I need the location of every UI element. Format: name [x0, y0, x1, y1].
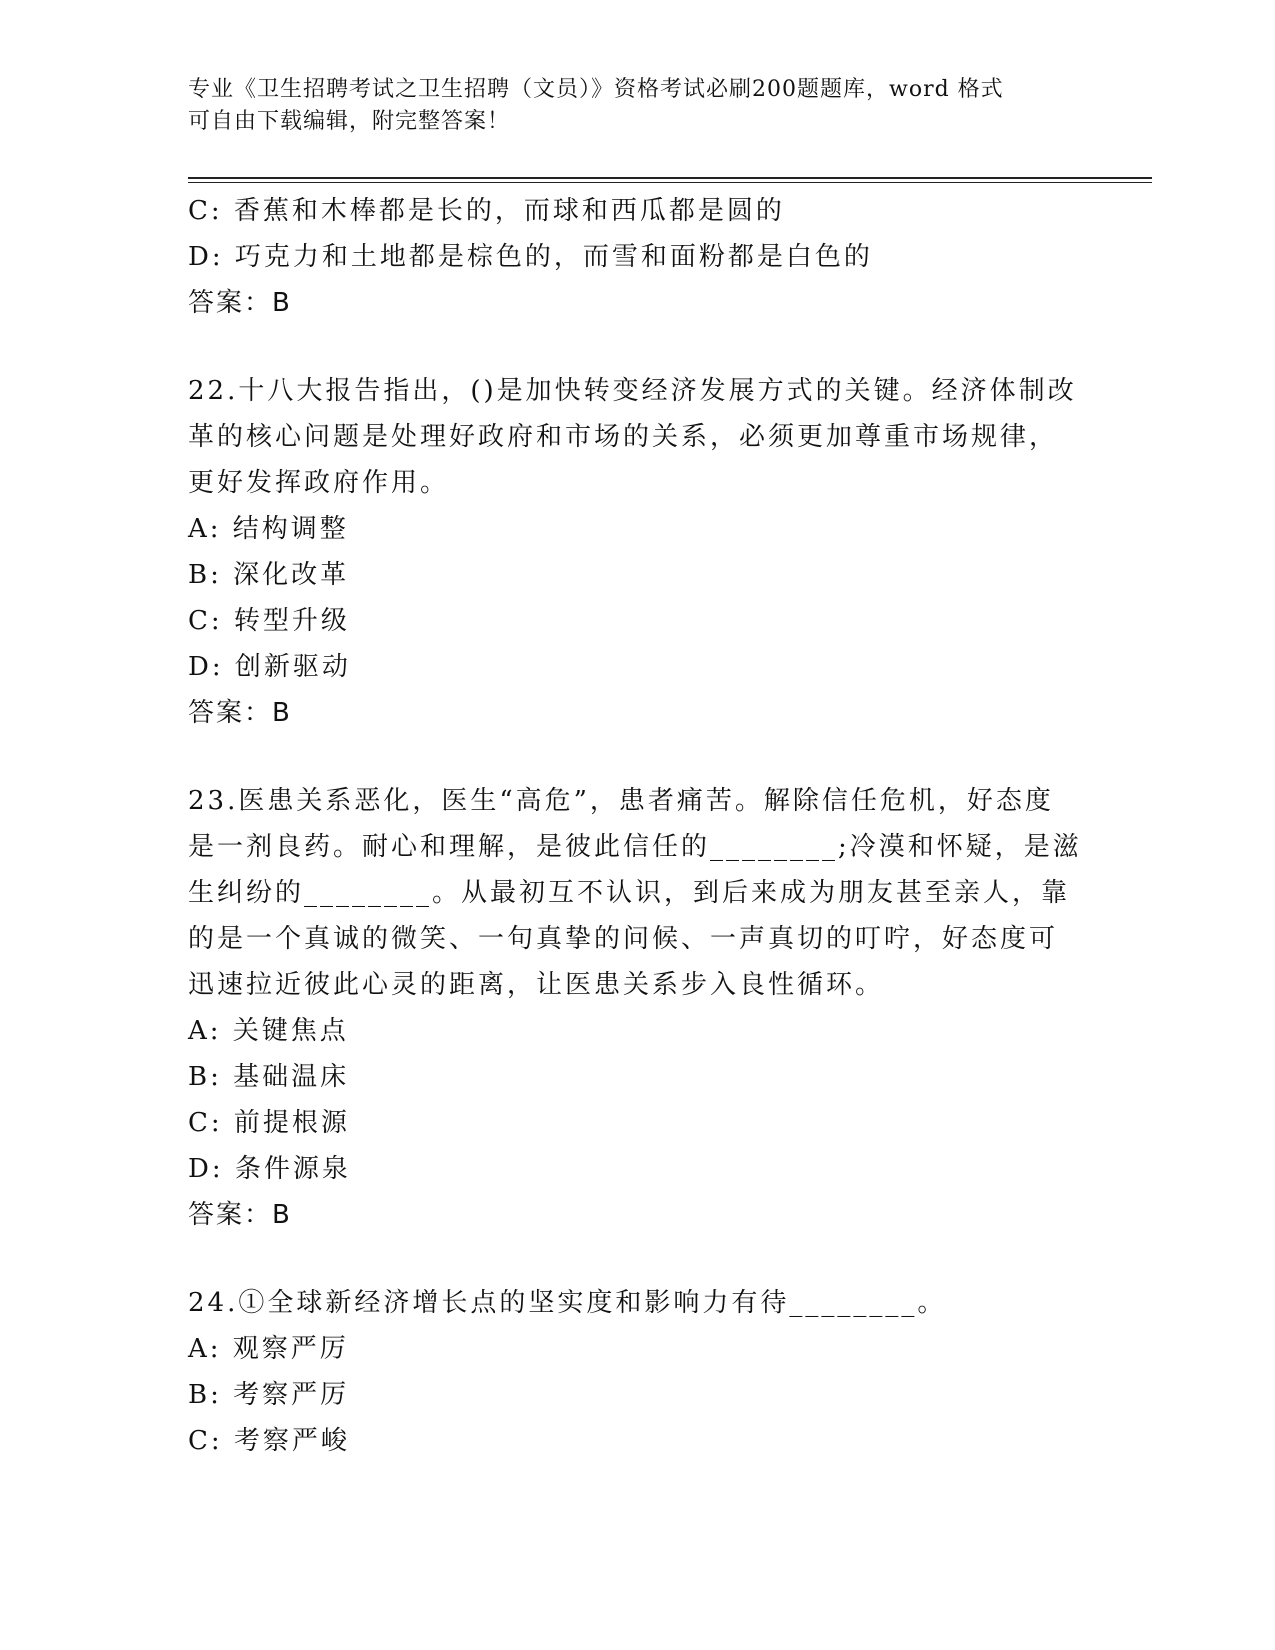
question-stem-line: 更好发挥政府作用。 — [188, 468, 450, 498]
question-23 — [188, 778, 1088, 1238]
option-a: A: 关键焦点 — [188, 1016, 349, 1046]
option-b: B: 考察严厉 — [188, 1380, 350, 1410]
spacer — [188, 1238, 1088, 1280]
question-stem-line: 生纠纷的________。从最初互不认识，到后来成为朋友甚至亲人，靠 — [188, 878, 1071, 908]
header-title-line2: 可自由下载编辑，附完整答案！ — [188, 109, 511, 134]
question-21-tail — [188, 188, 1088, 326]
question-stem-line: 革的核心问题是处理好政府和市场的关系，必须更加尊重市场规律， — [188, 422, 1059, 452]
question-content — [188, 188, 1088, 1464]
option-d: D: 创新驱动 — [188, 652, 351, 682]
option-c: C: 考察严峻 — [188, 1426, 350, 1456]
option-d: D: 条件源泉 — [188, 1154, 351, 1184]
question-stem-line: 迅速拉近彼此心灵的距离，让医患关系步入良性循环。 — [188, 970, 885, 1000]
option-c: C: 香蕉和木棒都是长的，而球和西瓜都是圆的 — [188, 196, 785, 226]
spacer — [188, 326, 1088, 368]
question-stem-line: 24.①全球新经济增长点的坚实度和影响力有待________。 — [188, 1288, 947, 1318]
option-b: B: 基础温床 — [188, 1062, 350, 1092]
answer-line: 答案：B — [188, 1200, 292, 1230]
answer-line: 答案：B — [188, 698, 292, 728]
option-a: A: 结构调整 — [188, 514, 349, 544]
header-title-line1: 专业《卫生招聘考试之卫生招聘（文员）》资格考试必刷200题题库，word 格式 — [188, 77, 1004, 102]
question-22 — [188, 368, 1088, 736]
answer-line: 答案：B — [188, 288, 292, 318]
header-divider — [188, 177, 1152, 183]
option-c: C: 前提根源 — [188, 1108, 350, 1138]
option-a: A: 观察严厉 — [188, 1334, 349, 1364]
question-stem-line: 的是一个真诚的微笑、一句真挚的问候、一声真切的叮咛，好态度可 — [188, 924, 1059, 954]
question-stem-line: 22.十八大报告指出，()是加快转变经济发展方式的关键。经济体制改 — [188, 376, 1077, 406]
question-stem-line: 是一剂良药。耐心和理解，是彼此信任的________;冷漠和怀疑，是滋 — [188, 832, 1082, 862]
question-stem-line: 23.医患关系恶化，医生“高危”，患者痛苦。解除信任危机，好态度 — [188, 786, 1054, 816]
spacer — [188, 736, 1088, 778]
option-d: D: 巧克力和土地都是棕色的，而雪和面粉都是白色的 — [188, 242, 873, 272]
document-header — [188, 74, 1088, 138]
question-24 — [188, 1280, 1088, 1464]
option-b: B: 深化改革 — [188, 560, 350, 590]
option-c: C: 转型升级 — [188, 606, 350, 636]
